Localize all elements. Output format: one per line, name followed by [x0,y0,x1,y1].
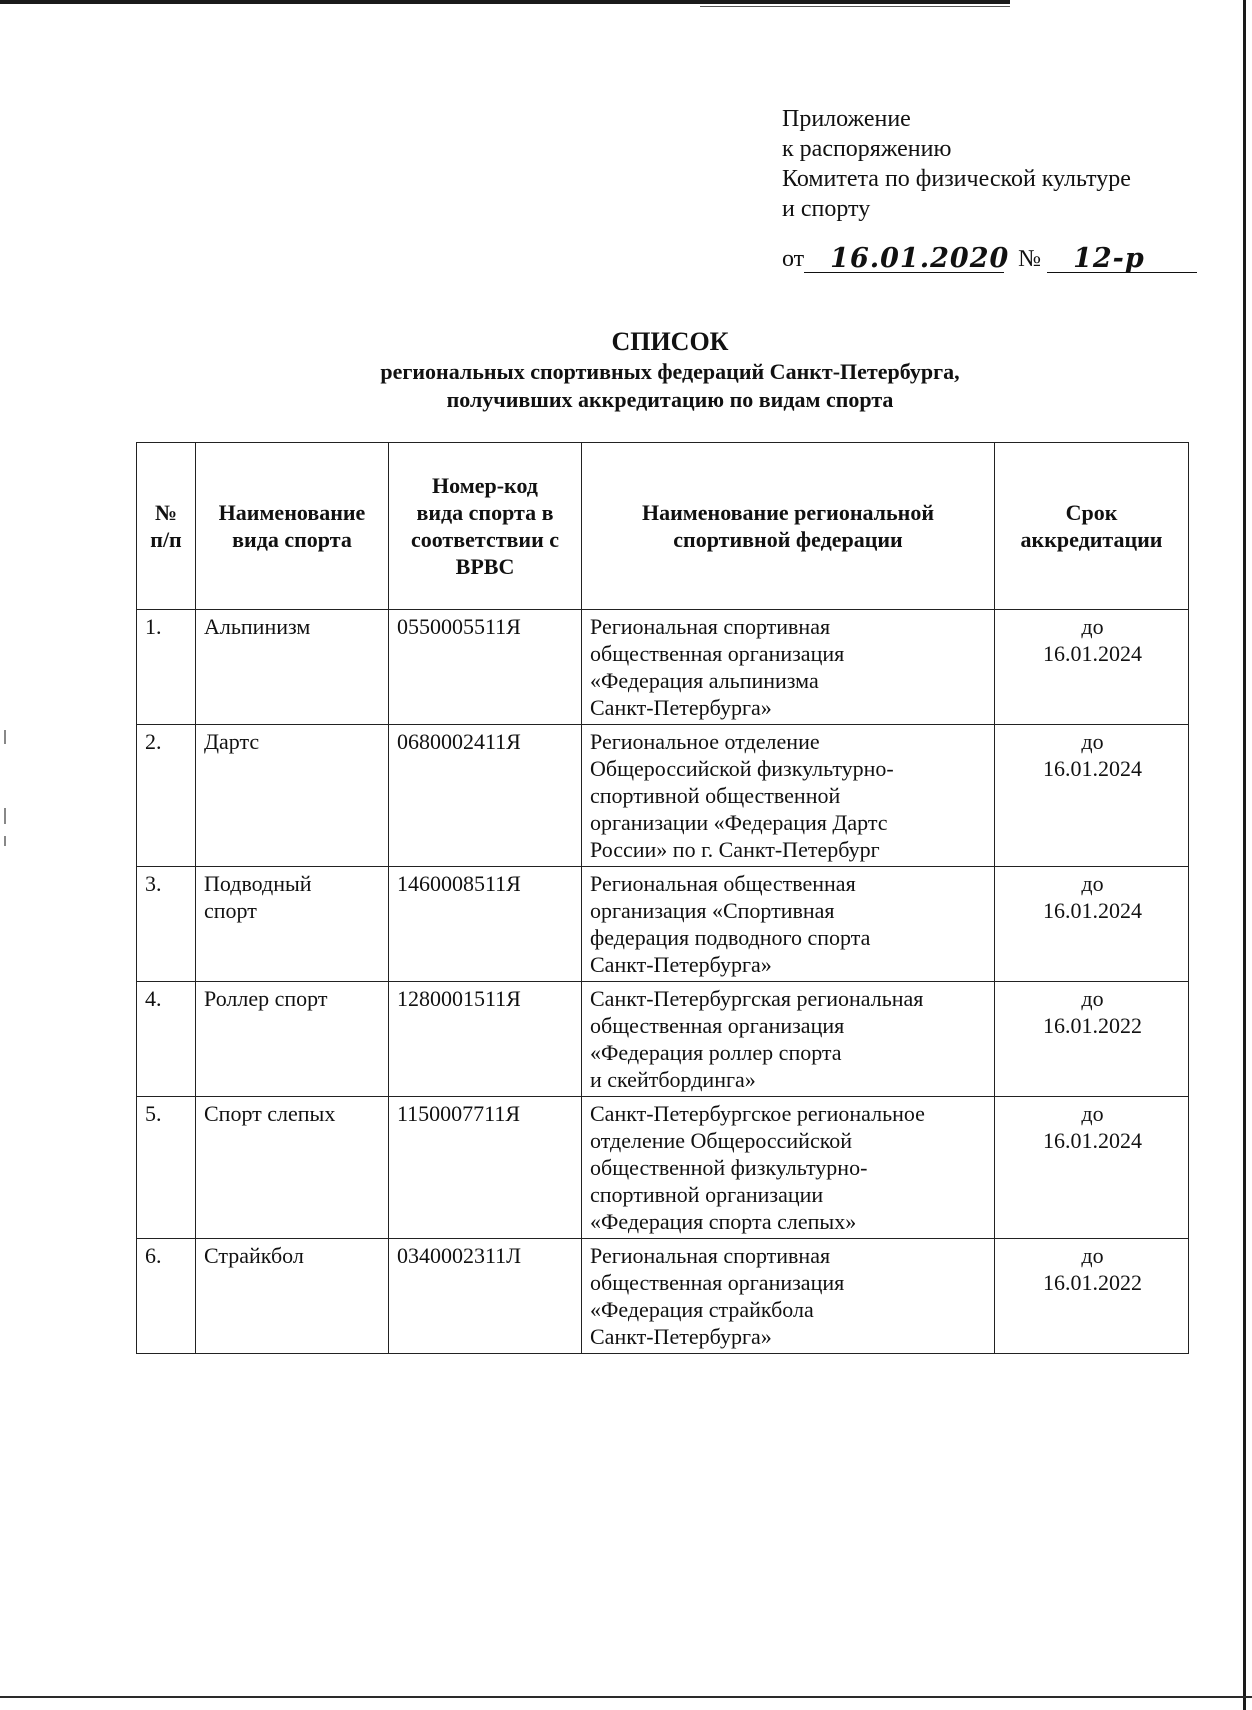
scan-border-top-thin [700,6,1010,7]
header-num: № п/п [137,443,196,610]
date-field [804,243,1010,274]
table-row [137,1097,1189,1239]
cell-num: 6. [137,1239,196,1354]
header-federation: Наименование региональной спортивной федерации [582,443,995,610]
cell-code: 0340002311Л [389,1239,582,1354]
table-header-row [137,443,1189,610]
table-row [137,867,1189,982]
cell-code: 0550005511Я [389,610,582,725]
appendix-line: Комитета по физической культуре [782,166,1131,192]
scan-border-bottom [0,1696,1252,1698]
header-sport: Наименование вида спорта [196,443,389,610]
cell-federation: Региональная общественная организация «Спортивная федерация подводного спорта Санкт-Петербурга» [582,867,995,982]
scan-border-right [1243,0,1246,1710]
cell-code: 1150007711Я [389,1097,582,1239]
scan-edge-mark [4,730,6,744]
federations-table [136,442,1189,1354]
cell-num: 2. [137,725,196,867]
title-main: СПИСОК [611,327,729,356]
table-row [137,982,1189,1097]
header-code: Номер-код вида спорта в соответствии с ВРВС [389,443,582,610]
cell-term: до 16.01.2022 [995,1239,1189,1354]
cell-sport: Роллер спорт [196,982,389,1097]
title-subtitle: региональных спортивных федераций Санкт-Петербурга, [380,359,960,384]
cell-federation: Региональная спортивная общественная организация «Федерация страйкбола Санкт-Петербурга» [582,1239,995,1354]
cell-num: 3. [137,867,196,982]
cell-sport: Спорт слепых [196,1097,389,1239]
cell-federation: Санкт-Петербургская региональная общественная организация «Федерация роллер спорта и скейтбординга» [582,982,995,1097]
title-subtitle: получивших аккредитацию по видам спорта [446,387,894,412]
cell-term: до 16.01.2022 [995,982,1189,1097]
cell-federation: Санкт-Петербургское региональное отделение Общероссийской общественной физкультурно- спортивной организации «Федерация спорта слепых» [582,1097,995,1239]
cell-term: до 16.01.2024 [995,867,1189,982]
appendix-line: Приложение [782,106,911,132]
scan-edge-mark [4,836,6,846]
appendix-line: к распоряжению [782,136,952,162]
cell-federation: Региональная спортивная общественная организация «Федерация альпинизма Санкт-Петербурга» [582,610,995,725]
cell-term: до 16.01.2024 [995,725,1189,867]
cell-code: 0680002411Я [389,725,582,867]
cell-term: до 16.01.2024 [995,1097,1189,1239]
scan-edge-mark [4,808,6,824]
cell-federation: Региональное отделение Общероссийской физкультурно- спортивной общественной организации «Федерация Дартс России» по г. Санкт-Петербург [582,725,995,867]
table-row [137,610,1189,725]
date-prefix: от [782,246,805,272]
number-prefix: № [1018,246,1042,272]
cell-num: 1. [137,610,196,725]
table-row [137,1239,1189,1354]
cell-term: до 16.01.2024 [995,610,1189,725]
handwritten-number: 12-р [1073,243,1145,274]
handwritten-date: 16.01.2020 [830,243,1010,274]
cell-sport: Дартс [196,725,389,867]
header-term: Срок аккредитации [995,443,1189,610]
cell-num: 4. [137,982,196,1097]
cell-sport: Страйкбол [196,1239,389,1354]
cell-sport: Альпинизм [196,610,389,725]
cell-sport: Подводный спорт [196,867,389,982]
appendix-line: и спорту [782,196,871,222]
cell-code: 1280001511Я [389,982,582,1097]
document-title [0,326,1252,414]
registration-line [782,243,1197,274]
cell-code: 1460008511Я [389,867,582,982]
scan-border-top [0,0,1010,4]
table-row [137,725,1189,867]
appendix-block [782,104,1131,224]
number-field [1047,243,1197,274]
cell-num: 5. [137,1097,196,1239]
